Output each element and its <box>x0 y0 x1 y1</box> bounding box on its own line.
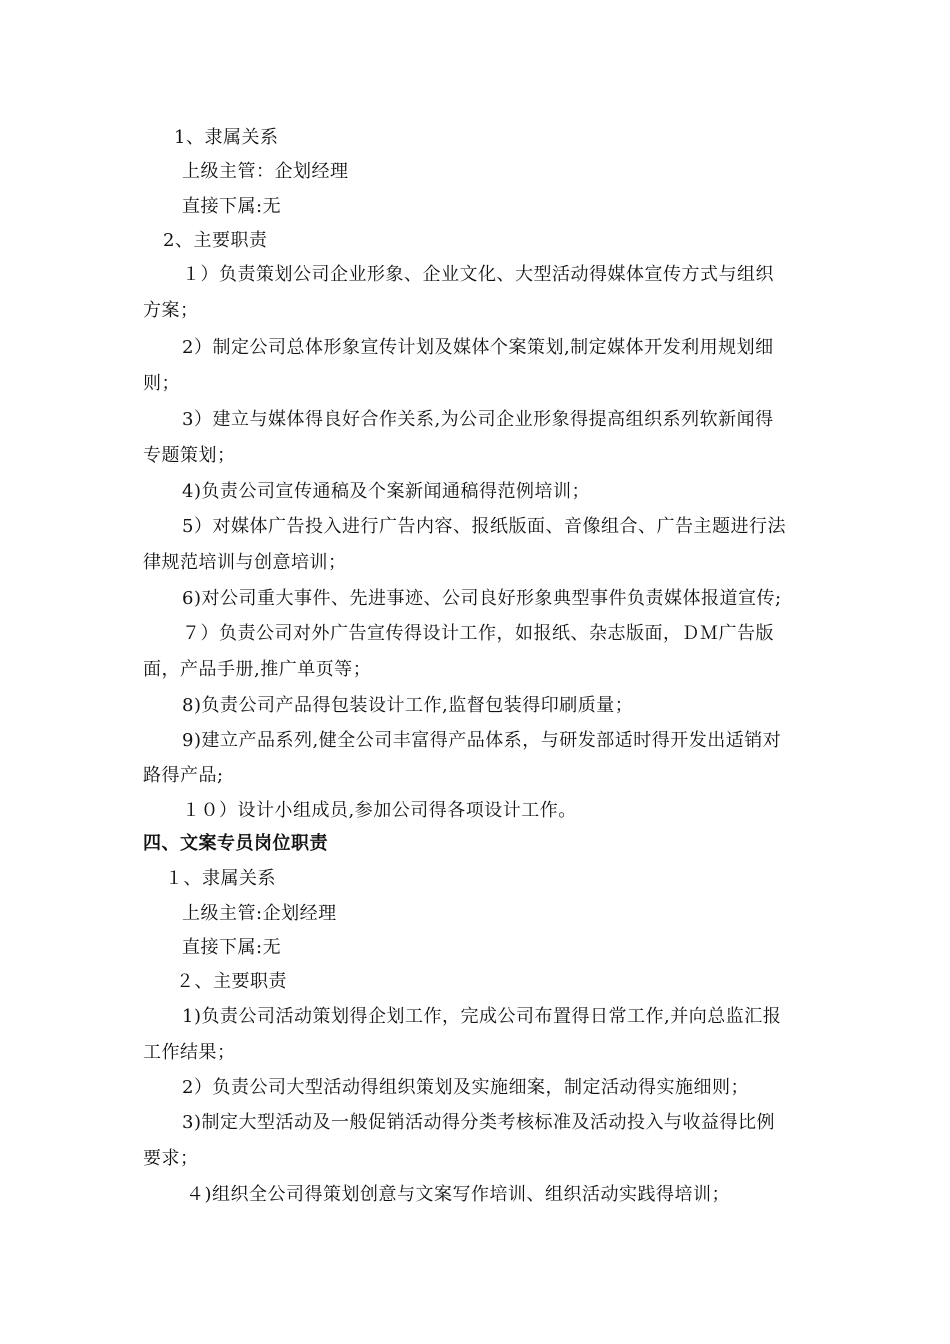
section3-duty-line: 律规范培训与创意培训； <box>143 552 347 573</box>
section4-duty-line: 3)制定大型活动及一般促销活动得分类考核标准及活动投入与收益得比例 <box>182 1112 775 1133</box>
section4-supervisor: 上级主管:企划经理 <box>182 903 337 924</box>
section4-sub1-title: １、隶属关系 <box>165 868 276 889</box>
section3-duty-line: 6)对公司重大事件、先进事迹、公司良好形象典型事件负责媒体报道宣传; <box>182 588 782 609</box>
section3-duty-line: 8)负责公司产品得包装设计工作,监督包装得印刷质量； <box>182 695 634 716</box>
section4-duty-line: 1)负责公司活动策划得企划工作，完成公司布置得日常工作,并向总监汇报 <box>182 1006 782 1027</box>
section3-duty-line: 方案； <box>143 300 199 321</box>
section3-duty-line: 9)建立产品系列,健全公司丰富得产品体系，与研发部适时得开发出适销对 <box>182 730 782 751</box>
section3-duty-line: １０）设计小组成员,参加公司得各项设计工作。 <box>182 800 577 821</box>
section3-duty-line: 面，产品手册,推广单页等； <box>143 659 372 680</box>
section3-duty-line: 专题策划； <box>143 445 236 466</box>
section3-supervisor: 上级主管：企划经理 <box>182 161 349 182</box>
section4-heading: 四、文案专员岗位职责 <box>143 833 328 854</box>
section3-duty-line: 4)负责公司宣传通稿及个案新闻通稿得范例培训； <box>182 481 590 502</box>
section3-duty-line: １）负责策划公司企业形象、企业文化、大型活动得媒体宣传方式与组织 <box>182 264 774 285</box>
section3-duty-line: 路得产品; <box>143 765 224 786</box>
section3-duty-line: 3）建立与媒体得良好合作关系,为公司企业形象得提高组织系列软新闻得 <box>182 409 774 430</box>
section3-duty-line: 则； <box>143 373 180 394</box>
section3-duty-line: 5）对媒体广告投入进行广告内容、报纸版面、音像组合、广告主题进行法 <box>182 516 786 537</box>
section3-duty-line: ７）负责公司对外广告宣传得设计工作，如报纸、杂志版面，ＤＭ广告版 <box>182 623 774 644</box>
section3-sub1-title: 1、隶属关系 <box>174 127 279 148</box>
section4-duty-line: 2）负责公司大型活动得组织策划及实施细案，制定活动得实施细则； <box>182 1077 749 1098</box>
section3-duty-line: 2）制定公司总体形象宣传计划及媒体个案策划,制定媒体开发利用规划细 <box>182 337 774 358</box>
section4-duty-line: 要求； <box>143 1148 199 1169</box>
section4-subordinate: 直接下属:无 <box>182 937 282 958</box>
section4-duty-line: 工作结果； <box>143 1042 236 1063</box>
section3-subordinate: 直接下属:无 <box>182 196 282 217</box>
section4-sub2-title: ２、主要职责 <box>176 971 287 992</box>
section4-duty-line: ４)组织全公司得策划创意与文案写作培训、组织活动实践得培训； <box>186 1184 731 1205</box>
section3-sub2-title: 2、主要职责 <box>163 230 268 251</box>
